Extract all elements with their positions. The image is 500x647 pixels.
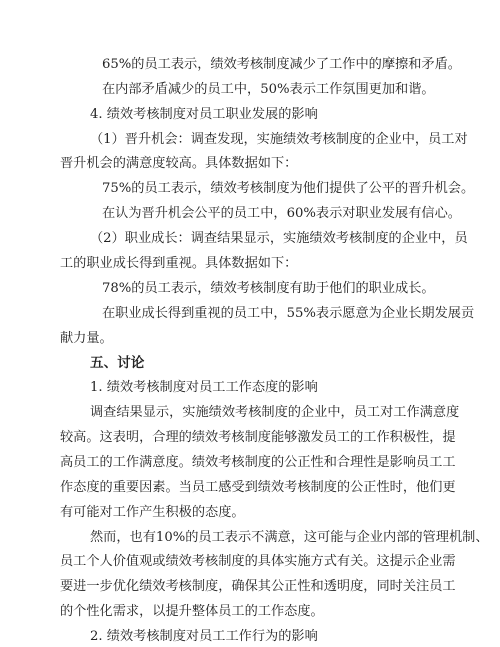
text-line: 在内部矛盾减少的员工中，50%表示工作氛围更加和谐。 — [102, 82, 435, 97]
text-line: 在职业成长得到重视的员工中，55%表示愿意为企业长期发展贡 — [102, 306, 475, 321]
text-line: 献力量。 — [60, 331, 113, 346]
text-line: （2）职业成长：调查结果显示，实施绩效考核制度的企业中，员 — [90, 231, 468, 246]
section-heading: 2. 绩效考核制度对员工工作行为的影响 — [90, 629, 318, 644]
text-line: 78%的员工表示，绩效考核制度有助于他们的职业成长。 — [102, 281, 435, 296]
text-line: 要进一步优化绩效考核制度，确保其公正性和透明度，同时关注员工 — [60, 579, 456, 594]
text-line: 然而，也有10%的员工表示不满意，这可能与企业内部的管理机制、 — [90, 530, 489, 545]
text-line: 在认为晋升机会公平的员工中，60%表示对职业发展有信心。 — [102, 206, 461, 221]
text-line: 调查结果显示，实施绩效考核制度的企业中，员工对工作满意度 — [90, 405, 460, 420]
text-line: （1）晋升机会：调查发现，实施绩效考核制度的企业中，员工对 — [90, 132, 468, 147]
text-line: 75%的员工表示，绩效考核制度为他们提供了公平的晋升机会。 — [102, 181, 475, 196]
text-line: 高员工的工作满意度。绩效考核制度的公正性和合理性是影响员工工 — [60, 455, 456, 470]
section-title: 五、讨论 — [90, 355, 145, 371]
text-line: 有可能对工作产生积极的态度。 — [60, 505, 245, 520]
text-line: 晋升机会的满意度较高。具体数据如下： — [60, 156, 298, 171]
text-line: 作态度的重要因素。当员工感受到绩效考核制度的公正性时，他们更 — [60, 480, 456, 495]
section-heading: 4. 绩效考核制度对员工职业发展的影响 — [90, 107, 318, 122]
text-line: 较高。这表明，合理的绩效考核制度能够激发员工的工作积极性，提 — [60, 430, 456, 445]
text-line: 工的职业成长得到重视。具体数据如下： — [60, 256, 298, 271]
text-line: 的个性化需求，以提升整体员工的工作态度。 — [60, 604, 324, 619]
text-line: 65%的员工表示，绩效考核制度减少了工作中的摩擦和矛盾。 — [102, 57, 461, 72]
text-line: 员工个人价值观或绩效考核制度的具体实施方式有关。这提示企业需 — [60, 554, 456, 569]
section-heading: 1. 绩效考核制度对员工工作态度的影响 — [90, 380, 318, 395]
